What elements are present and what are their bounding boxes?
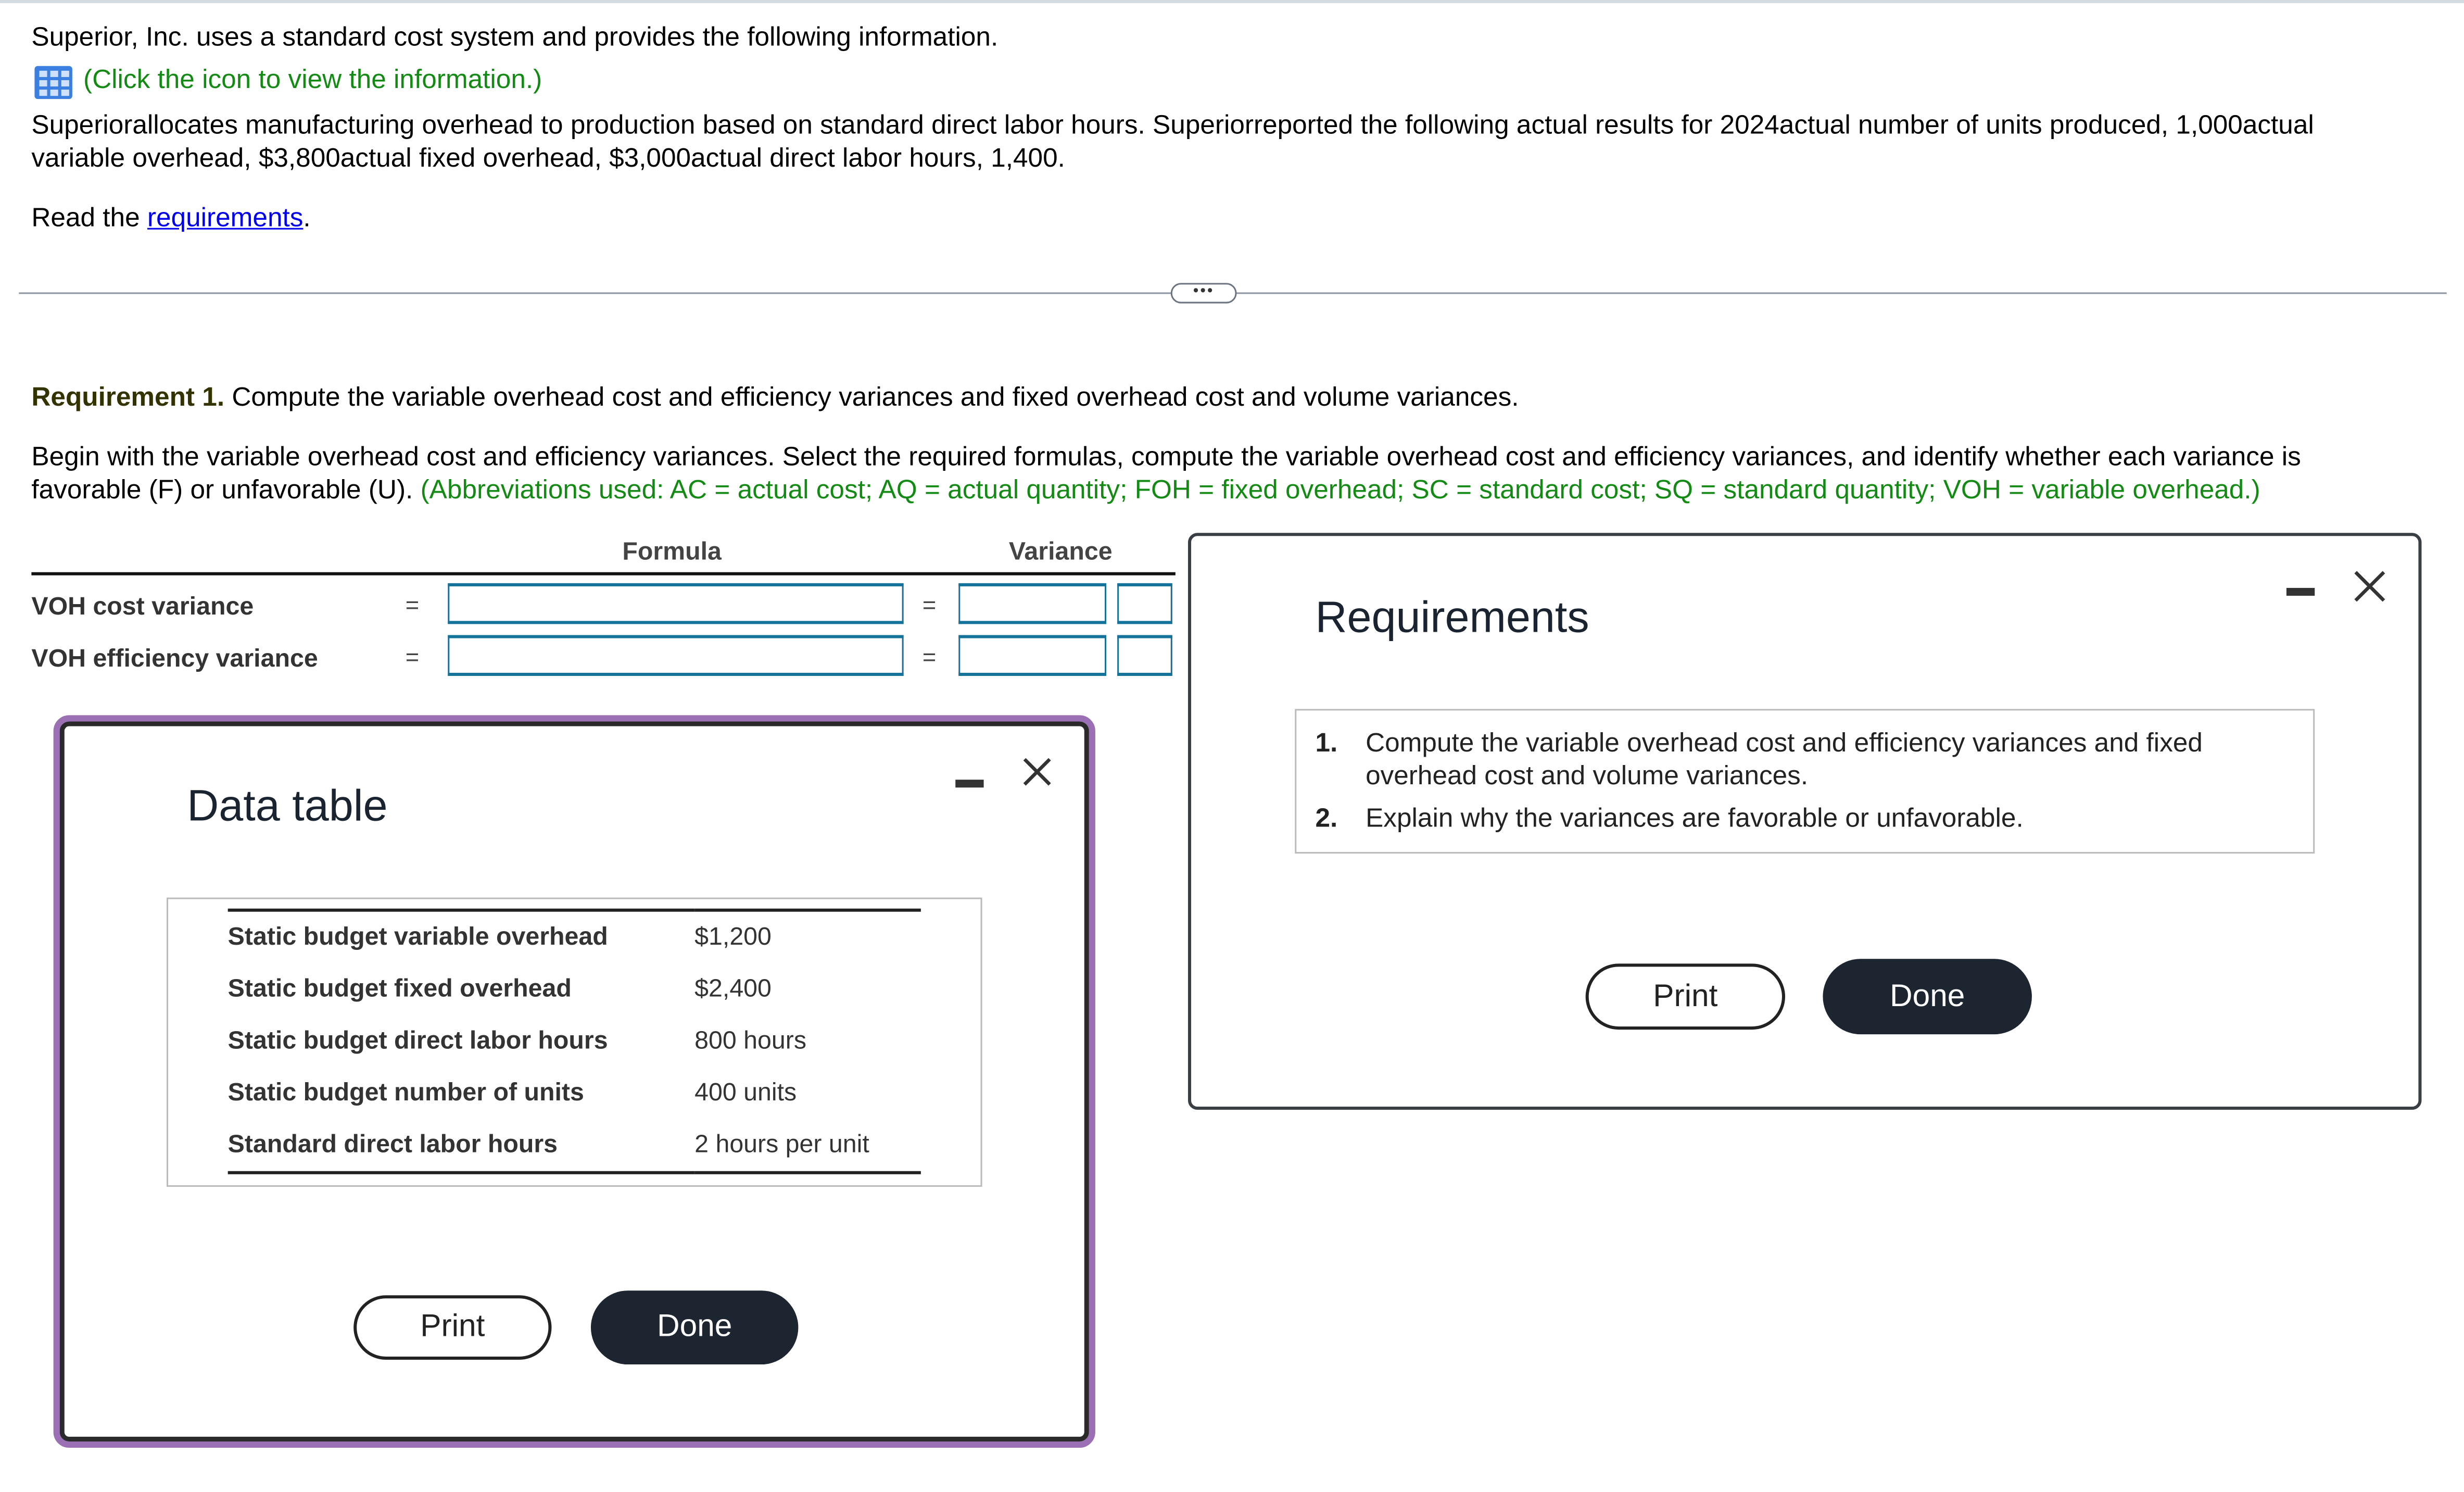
row-label: Static budget variable overhead (228, 923, 608, 950)
row-value: 400 units (694, 1079, 797, 1106)
table-row (228, 1119, 921, 1173)
instructions-line2 (31, 475, 2260, 506)
data-table-box (167, 898, 982, 1187)
row-label: Static budget direct labor hours (228, 1027, 608, 1054)
voh-cost-formula-select[interactable] (448, 583, 903, 624)
table-row (228, 963, 921, 1015)
equals-sign: = (922, 592, 937, 620)
table-row (228, 1068, 921, 1120)
table-row (228, 910, 921, 964)
print-button[interactable]: Print (1586, 963, 1785, 1030)
voh-cost-variance-input[interactable] (958, 583, 1106, 624)
row-value: $2,400 (694, 975, 772, 1002)
click-icon-hint: (Click the icon to view the information.) (83, 64, 542, 95)
data-table-title: Data table (187, 781, 388, 830)
read-prefix: Read the (31, 203, 147, 233)
done-button[interactable]: Done (591, 1290, 798, 1364)
voh-efficiency-fu-select[interactable] (1117, 635, 1172, 675)
abbreviations-note: (Abbreviations used: AC = actual cost; AQ = actual quantity; FOH = fixed overhead; SC = standard cost; SQ = standard quantity; VOH = variable overhead.) (420, 474, 2260, 505)
requirements-modal (1188, 533, 2422, 1110)
top-border (0, 0, 2464, 3)
voh-efficiency-variance-label: VOH efficiency variance (31, 646, 318, 673)
minimize-icon[interactable] (2286, 588, 2315, 596)
header-rule (31, 572, 1175, 575)
done-button[interactable]: Done (1823, 959, 2031, 1034)
table-grid-icon[interactable] (34, 66, 72, 99)
voh-efficiency-formula-select[interactable] (448, 635, 903, 675)
data-table-modal (54, 715, 1095, 1448)
instructions-prefix: favorable (F) or unfavorable (U). (31, 474, 421, 505)
row-value: 800 hours (694, 1027, 807, 1054)
row-label: Static budget number of units (228, 1079, 584, 1106)
print-button[interactable]: Print (353, 1295, 551, 1360)
req-item-text-cont: overhead cost and volume variances. (1366, 760, 1809, 791)
voh-cost-fu-select[interactable] (1117, 583, 1172, 624)
requirements-link[interactable]: requirements (147, 203, 304, 233)
row-value: 2 hours per unit (694, 1131, 869, 1158)
read-requirements (31, 203, 310, 234)
table-row (228, 1015, 921, 1068)
requirement-label: Requirement 1. (31, 382, 225, 412)
data-table (228, 909, 921, 1174)
req-item-number: 1. (1315, 728, 1338, 758)
row-label: Standard direct labor hours (228, 1131, 558, 1158)
intro-paragraph-line1: Superiorallocates manufacturing overhead to production based on standard direct labor hours. Superiorreported the following actual results for 2024actual number of units produced, 1,000actual (31, 110, 2314, 140)
formula-header: Formula (622, 539, 722, 566)
voh-efficiency-variance-input[interactable] (958, 635, 1106, 675)
intro-paragraph-line2: variable overhead, $3,800actual fixed overhead, $3,000actual direct labor hours, 1,400. (31, 143, 1065, 173)
minimize-icon[interactable] (955, 780, 983, 787)
read-suffix: . (303, 203, 311, 233)
divider-expand-handle[interactable]: ••• (1171, 283, 1237, 303)
req-item-text: Compute the variable overhead cost and efficiency variances and fixed (1366, 728, 2203, 758)
intro-text: Superior, Inc. uses a standard cost system and provides the following information. (31, 22, 999, 52)
voh-cost-variance-label: VOH cost variance (31, 594, 254, 621)
requirements-list (1295, 709, 2315, 854)
equals-sign: = (922, 644, 937, 671)
variance-header: Variance (1008, 539, 1113, 566)
equals-sign: = (405, 644, 420, 671)
close-icon[interactable] (1021, 756, 1053, 795)
requirement-heading (31, 382, 1519, 413)
close-icon[interactable] (2353, 569, 2387, 611)
req-item-number: 2. (1315, 803, 1338, 833)
requirements-title: Requirements (1315, 592, 1589, 642)
equals-sign: = (405, 592, 420, 620)
req-item-text: Explain why the variances are favorable or unfavorable. (1366, 803, 2024, 833)
row-label: Static budget fixed overhead (228, 975, 572, 1002)
requirement-text: Compute the variable overhead cost and efficiency variances and fixed overhead cost and volume variances. (224, 382, 1519, 412)
instructions-line1: Begin with the variable overhead cost and efficiency variances. Select the required formulas, compute the variable overhead cost and efficiency variances, and identify whether each variance is (31, 442, 2301, 472)
row-value: $1,200 (694, 923, 772, 950)
